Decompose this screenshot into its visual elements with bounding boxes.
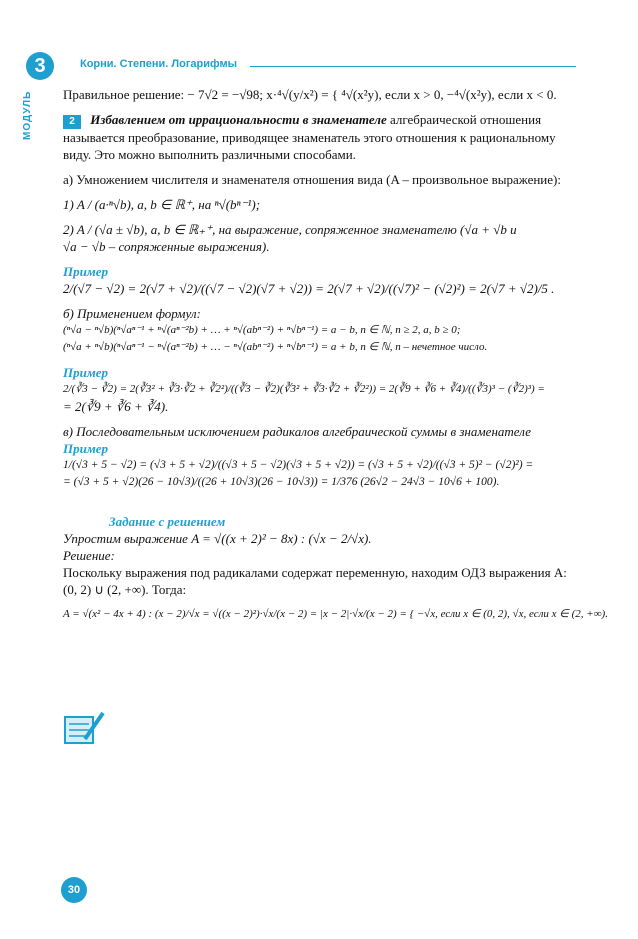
module-side-label: МОДУЛЬ	[22, 90, 33, 140]
section-block	[63, 111, 578, 163]
section-number-badge: 2	[63, 115, 81, 129]
example-2-result: = 2(∛9 + ∛6 + ∛4).	[63, 399, 169, 414]
header-rule	[250, 66, 576, 67]
example-3-label: Пример	[63, 441, 109, 456]
page-number: 30	[61, 877, 87, 903]
final-expression: A = √(x² − 4x + 4) : (x − 2)/√x = √((x − 2)²)·√x/(x − 2) = |x − 2|·√x/(x − 2) = { −√x, если x ∈ (0, 2), √x, если x ∈ (2, +∞).	[63, 608, 608, 620]
correct-solution: Правильное решение: − 7√2 = −√98; x·⁴√(y/x²) = { ⁴√(x²y), если x > 0, −⁴√(x²y), если x < 0.	[63, 87, 557, 102]
example-3-line-1: 1/(√3 + 5 − √2) = (√3 + 5 + √2)/((√3 + 5 − √2)(√3 + 5 + √2)) = (√3 + 5 + √2)/((√3 + 5)² − (√2)²) =	[63, 459, 534, 471]
module-number-badge: 3	[26, 52, 54, 80]
example-2: 2/(∛3 − ∛2) = 2(∛3² + ∛3·∛2 + ∛2²)/((∛3 − ∛2)(∛3² + ∛3·∛2 + ∛2²)) = 2(∛9 + ∛6 + ∛4)/((∛3)³ − (∛2)³) =	[63, 383, 545, 395]
method-b: б) Применением формул:	[63, 306, 201, 321]
chapter-title: Корни. Степени. Логарифмы	[80, 58, 238, 70]
case-2-end: √a − √b – сопряженные выражения).	[63, 239, 270, 254]
method-a: а) Умножением числителя и знаменателя отношения вида (A – произвольное выражение):	[63, 172, 561, 187]
case-2: 2) A / (√a ± √b), a, b ∈ ℝ₊⁺, на выражение, сопряженное знаменателю (√a + √b и	[63, 222, 517, 237]
method-c: в) Последовательным исключением радикалов алгебраической суммы в знаменателе	[63, 424, 531, 439]
page-content	[63, 86, 608, 623]
example-1-label: Пример	[63, 264, 109, 279]
task-statement: Упростим выражение A = √((x + 2)² − 8x) : (√x − 2/√x).	[63, 531, 372, 546]
formula-1: (ⁿ√a − ⁿ√b)(ⁿ√aⁿ⁻¹ + ⁿ√(aⁿ⁻²b) + … + ⁿ√(abⁿ⁻²) + ⁿ√bⁿ⁻¹) = a − b, n ∈ ℕ, n ≥ 2, a, b ≥ 0;	[63, 324, 461, 336]
task-title: Задание с решением	[109, 514, 226, 529]
section-intro: алгебраической отношения называется преобразование, приводящее знаменатель этого отношения к рациональному виду. Это можно выполнить различными способами.	[63, 112, 556, 162]
section-title: Избавлением от иррациональности в знаменателе	[90, 112, 387, 127]
solution-text: Поскольку выражения под радикалами содержат переменную, находим ОДЗ выражения A: (0, 2) ∪ (2, +∞). Тогда:	[63, 565, 567, 597]
case-1: 1) A / (a·ⁿ√b), a, b ∈ ℝ⁺, на ⁿ√(bⁿ⁻¹);	[63, 197, 261, 212]
example-2-label: Пример	[63, 365, 109, 380]
task-notebook-icon	[63, 709, 105, 747]
example-1: 2/(√7 − √2) = 2(√7 + √2)/((√7 − √2)(√7 + √2)) = 2(√7 + √2)/((√7)² − (√2)²) = 2(√7 + √2)/5 .	[63, 281, 555, 296]
solution-label: Решение:	[63, 548, 115, 563]
example-3-line-2: = (√3 + 5 + √2)(26 − 10√3)/((26 + 10√3)(26 − 10√3)) = 1/376 (26√2 − 24√3 − 10√6 + 100).	[63, 476, 500, 488]
formula-2: (ⁿ√a + ⁿ√b)(ⁿ√aⁿ⁻¹ − ⁿ√(aⁿ⁻²b) + … − ⁿ√(abⁿ⁻²) + ⁿ√bⁿ⁻¹) = a + b, n ∈ ℕ, n – нечетное число.	[63, 341, 488, 353]
